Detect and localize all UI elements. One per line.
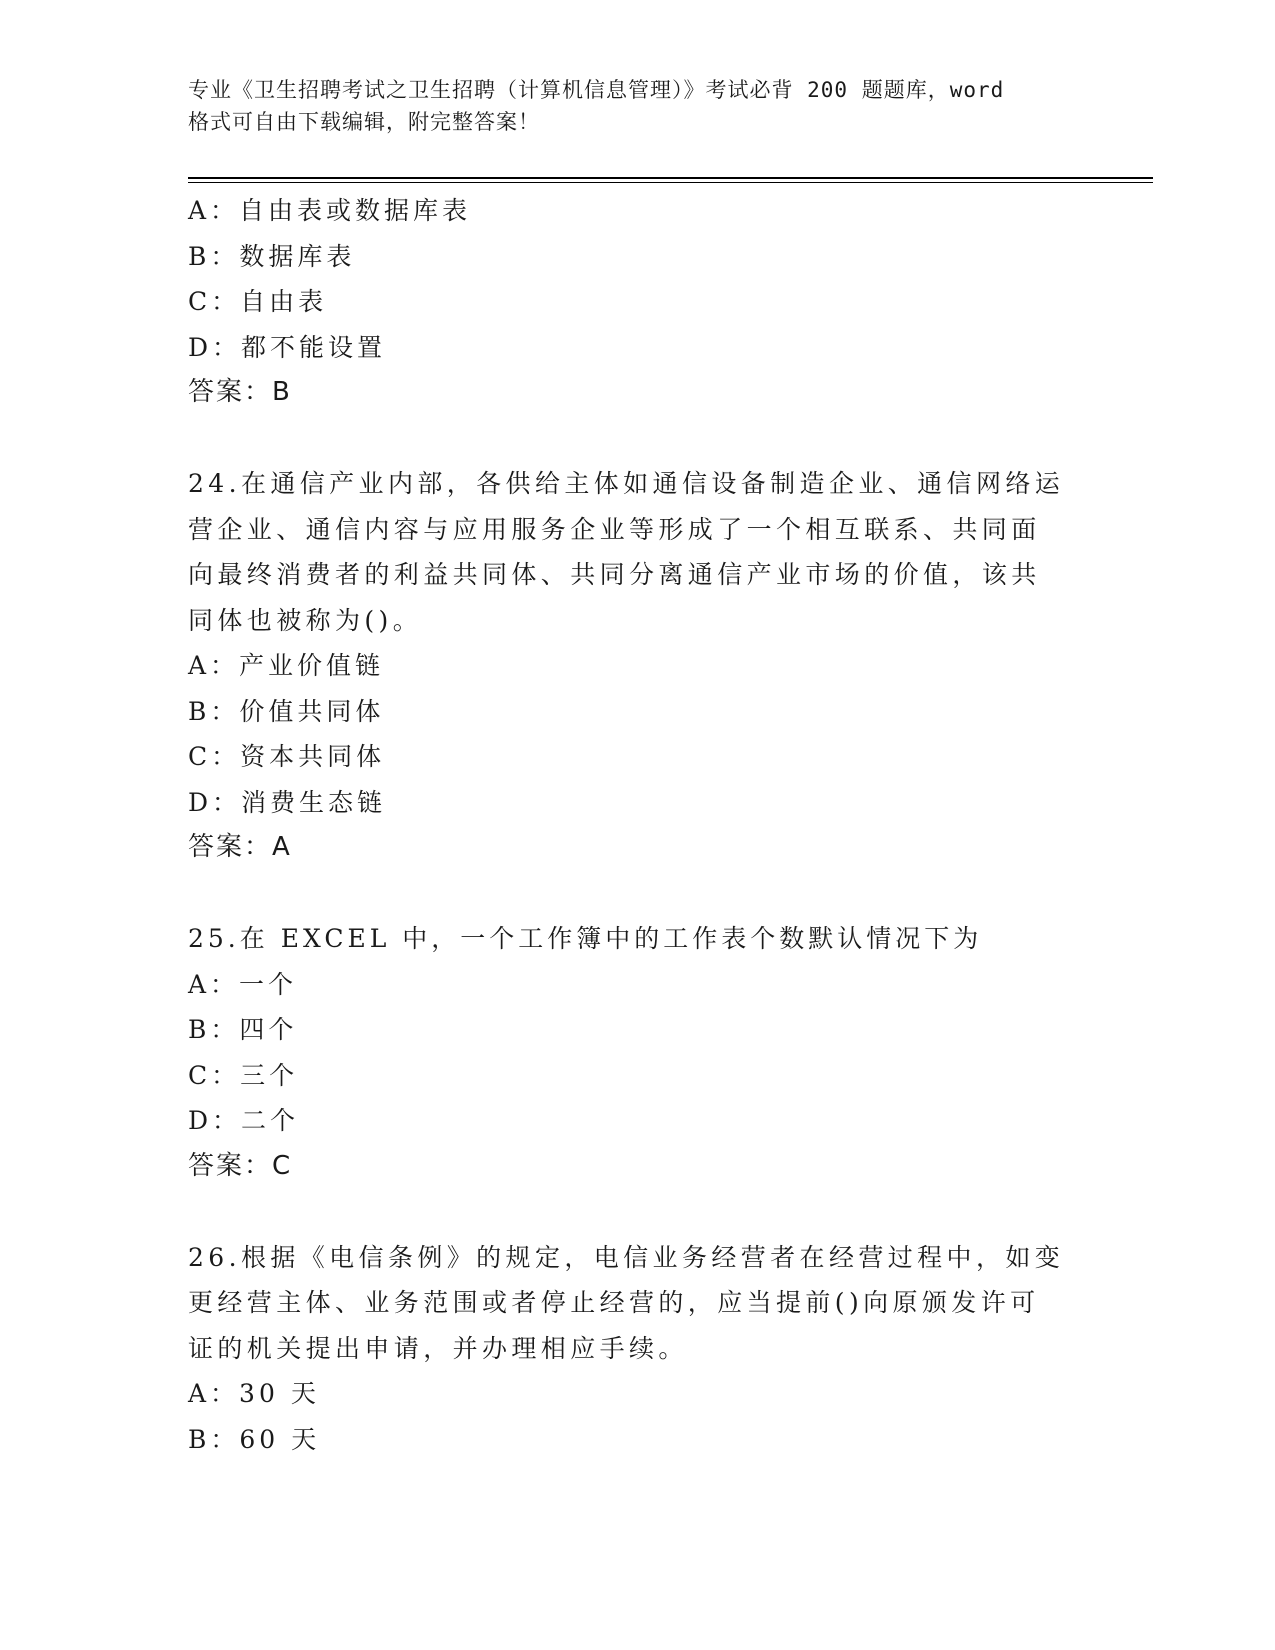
option-b: B：数据库表	[188, 241, 356, 271]
question-stem: 24.在通信产业内部，各供给主体如通信设备制造企业、通信网络运营企业、通信内容与应用服务企业等形成了一个相互联系、共同面向最终消费者的利益共同体、共同分离通信产业市场的价值，该共同体也被称为()。	[188, 469, 1065, 635]
option-a: A：自由表或数据库表	[188, 196, 472, 225]
spacer	[188, 871, 1088, 917]
question-25	[188, 916, 1088, 1189]
header-line-1: 专业《卫生招聘考试之卫生招聘（计算机信息管理）》考试必背 200 题题库，word	[188, 78, 1005, 102]
option-c: C：自由表	[188, 287, 328, 316]
option-b: B：60 天	[188, 1424, 321, 1454]
option-c: C：三个	[188, 1060, 299, 1090]
question-26	[188, 1235, 1088, 1463]
option-d: D：二个	[188, 1106, 300, 1135]
option-d: D：都不能设置	[188, 332, 387, 362]
question-23	[188, 188, 1088, 416]
question-stem: 25.在 EXCEL 中，一个工作簿中的工作表个数默认情况下为	[188, 924, 983, 953]
header-divider-thick	[188, 177, 1153, 179]
header-line-2: 格式可自由下载编辑，附完整答案！	[188, 110, 540, 134]
answer-line: 答案：B	[188, 377, 292, 407]
question-list	[188, 188, 1088, 1462]
header-divider-thin	[188, 182, 1153, 183]
answer-line: 答案：C	[188, 1150, 293, 1181]
option-b: B：四个	[188, 1015, 298, 1044]
page-header	[188, 74, 1088, 138]
spacer	[188, 416, 1088, 462]
option-b: B：价值共同体	[188, 696, 385, 726]
option-a: A：30 天	[188, 1379, 320, 1408]
option-c: C：资本共同体	[188, 742, 386, 771]
question-stem: 26.根据《电信条例》的规定，电信业务经营者在经营过程中，如变更经营主体、业务范围或者停止经营的，应当提前()向原颁发许可证的机关提出申请，并办理相应手续。	[188, 1242, 1065, 1363]
option-a: A：产业价值链	[188, 651, 385, 680]
spacer	[188, 1189, 1088, 1235]
option-a: A：一个	[188, 969, 298, 999]
question-24	[188, 461, 1088, 871]
answer-line: 答案：A	[188, 832, 292, 862]
option-d: D：消费生态链	[188, 787, 387, 817]
